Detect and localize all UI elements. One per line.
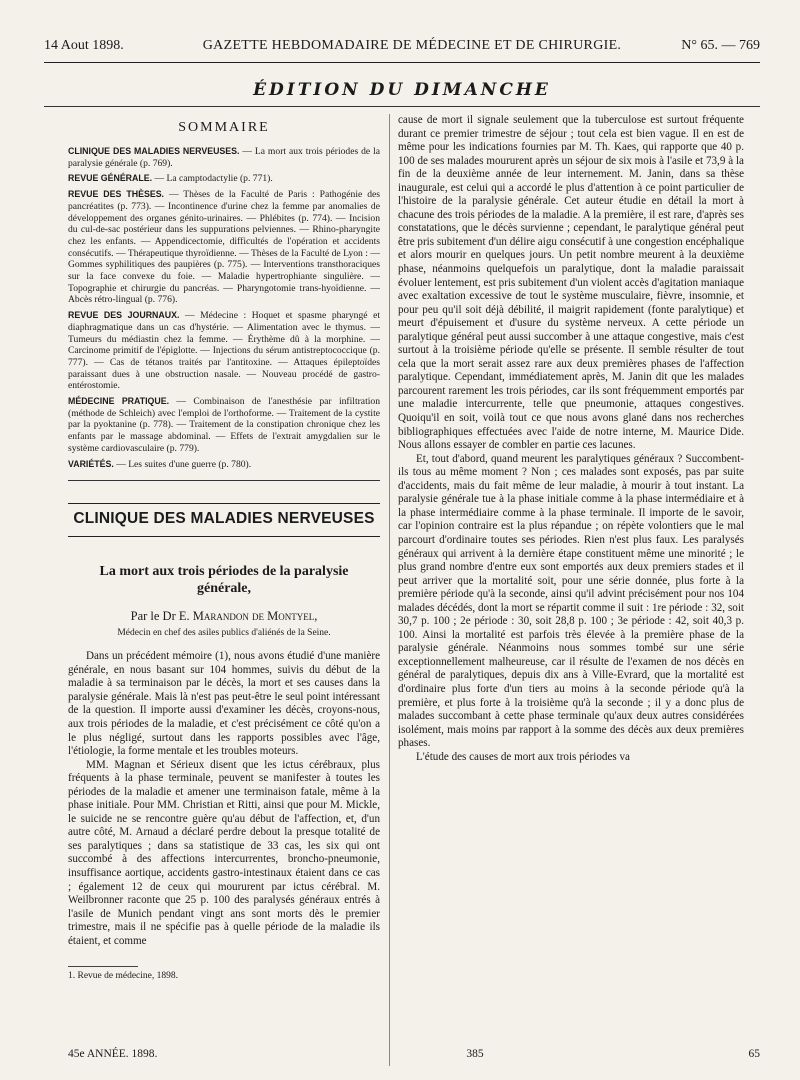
section-heading: CLINIQUE DES MALADIES NERVEUSES bbox=[68, 503, 380, 537]
footer-year: 45e ANNÉE. 1898. bbox=[68, 1048, 158, 1060]
issue-page-number: N° 65. — 769 bbox=[681, 38, 760, 53]
left-column bbox=[68, 114, 380, 981]
footnote: 1. Revue de médecine, 1898. bbox=[68, 971, 179, 982]
article-byline bbox=[68, 609, 380, 624]
right-column bbox=[398, 114, 744, 764]
running-header bbox=[44, 38, 760, 64]
sommaire-entry-label: REVUE DES THÈSES. bbox=[68, 189, 165, 200]
sommaire-entry-label: CLINIQUE DES MALADIES NERVEUSES. bbox=[68, 146, 240, 156]
journal-title: GAZETTE HEBDOMADAIRE DE MÉDECINE ET DE CHIRURGIE. bbox=[202, 38, 622, 53]
body-paragraph: Dans un précédent mémoire (1), nous avons étudié d'une manière générale, en nous basant sur 104 hommes, suivis du début de la maladie à sa terminaison par le décès, la mort et ses causes dans la paralysie générale. Mais là n'est pas peut-être le seul point intéressant de la question. Il importe aussi d'examiner les décès, croyons-nous, aux trois périodes de la maladie, et c'est précisément ce côté qu'on a le plus négligé, surtout dans les rapports possibles avec l'âge, l'étiologie, la forme mentale et les troubles moteurs. bbox=[68, 650, 380, 758]
byline-prefix: Par le Dr E. bbox=[130, 609, 193, 624]
sommaire-entry-label: REVUE GÉNÉRALE. bbox=[68, 173, 153, 184]
sommaire-list bbox=[68, 146, 380, 470]
sommaire-entry bbox=[68, 173, 380, 185]
sommaire-entry-label: VARIÉTÉS. bbox=[68, 458, 114, 469]
sommaire-entry bbox=[68, 310, 380, 392]
sommaire-entry bbox=[68, 396, 380, 455]
column-divider bbox=[389, 114, 390, 1066]
body-paragraph: cause de mort il signale seulement que la tuberculose est surtout fréquente durant ce premier trimestre de séjour ; tout cela est bien vague. Il en est de même pour les indications fournies par M. Th. Kaes, qui rapporte que 40 p. 100 de ses malades moururent après un séjour de six mois à l'asile et 73,9 à la fin de la deuxième année de leur internement. M. Janin, dans sa thèse inaugurale, est celui qui a accordé le plus d'attention à ce point particulier de l'histoire de la paralysie générale. Cet auteur étudie en détail la mort à chacune des trois périodes de la maladie. A la première, il est rare, d'après ses constatations, que le décès survienne ; cependant, le paralytique général peut être pris subitement d'un délire aigu consécutif à une congestion encéphalique et alors mourir en quelques jours. Un petit nombre meurent à la deuxième phase, néanmoins quelquefois un paralytique, dont la maladie paraissait évoluer lentement, est pris subitement d'un violent accès d'agitation maniaque avec exaltation excessive de tout le système musculaire, fièvre, insomnie, et pour peu qu'il soit déjà débilité, il maigrit rapidement (fonte paralytique) et meurt d'épuisement et d'usure du système nerveux. A cette période un paralytique général peut aussi succomber à une attaque congestive, mais c'est surtout à la troisième période qu'elle se présente. Il semble résulter de tout cela que la mort serait assez rare aux deux premières phases de l'affection paralytique. Cependant, immédiatement après, M. Janin dit que les malades parcourent rarement les trois périodes, car ils sont fréquemment emportés par une maladie intercurrente, telle que pneumonie, attaques congestives. Quoiqu'il en soit, voilà tout ce que nous avons glané dans nos recherches bibliographiques effectuées avec l'aide de notre interne, M. Maurice Dide. Nous allons essayer de combler en partie ces lacunes. bbox=[398, 114, 744, 452]
article-title: La mort aux trois périodes de la paralysie générale, bbox=[99, 564, 349, 597]
right-body-text bbox=[398, 114, 744, 764]
sommaire-entry-text: — Les suites d'une guerre (p. 780). bbox=[113, 458, 252, 470]
left-body-text bbox=[68, 650, 380, 948]
sommaire-entry-label: MÉDECINE PRATIQUE. bbox=[68, 396, 170, 407]
edition-rule bbox=[44, 106, 760, 107]
body-paragraph: Et, tout d'abord, quand meurent les paralytiques généraux ? Succombent-ils tous au même moment ? Non ; ces malades sont exposés, pas par suite d'accidents, mais du fait même de leur maladie, à mourir à tout instant. La paralysie générale tue à la phase initiale comme à la phase intermédiaire et à la phase intermédiaire comme à la phase terminale. Il importe de le savoir, car l'opinion contraire est la plus répandue ; on répète volontiers que le mal parcourt d'ordinaire toutes ses périodes. Rien n'est plus faux. Les paralysés généraux qui arrivent à la dernière étape constituent même une minorité ; le plus grand nombre d'entre eux sont emportés aux deux premiers stades et il peut arriver que la mortalité soit, pour une série donnée, plus forte à la première période qu'à la seconde, ainsi qu'il advint précisément pour nos 104 malades décédés, dont la mort se répartit comme il suit : 1re période : 32, soit 30,7 p. 100 ; 2e période : 30, soit 28,8 p. 100 ; 3e période : 42, soit 40,3 p. 100. Ainsi la mortalité est parfois très élevée à la première phase de la paralysie générale. Néanmoins nous sommes tombé sur une série exceptionnellement malheureuse, car il résulte de l'examen de nos décès en général de paralytiques, depuis dix ans à Ville-Evrard, que la mortalité est d'ordinaire plus forte d'un tiers au moins à la seconde période qu'à la première, et plus forte à la troisième qu'à la seconde ; il y a donc plus de malades succombant à cette phase terminale qu'aux deux autres considérées isolément, mais moins par rapport à la somme des décès aux deux premières phases. bbox=[398, 452, 744, 750]
sommaire-entry-text: — La camptodactylie (p. 771). bbox=[152, 173, 273, 185]
body-paragraph: L'étude des causes de mort aux trois périodes va bbox=[416, 750, 630, 763]
sommaire-title: SOMMAIRE bbox=[178, 120, 270, 135]
author-role: Médecin en chef des asiles publics d'aliénés de la Seine. bbox=[117, 628, 331, 639]
sommaire-entry-label: REVUE DES JOURNAUX. bbox=[68, 310, 180, 321]
sommaire-entry-text: — Combinaison de l'anesthésie par infiltration (méthode de Schleich) avec l'emploi de l'orthoforme. — Traitement de la cystite par la pyoktanine (p. 778). — Traitement de la constipation chronique chez les enfants par le massage abdominal. — Effets de l'extrait amygdalien sur le système cardiovasculaire (p. 779). bbox=[68, 396, 380, 454]
edition-title: ÉDITION DU DIMANCHE bbox=[253, 80, 551, 100]
sommaire-entry bbox=[68, 146, 380, 169]
header-date: 14 Aout 1898. bbox=[44, 38, 124, 53]
header-rule bbox=[44, 62, 760, 63]
sommaire-entry bbox=[68, 459, 380, 471]
author-name: Marandon de Montyel, bbox=[192, 609, 318, 624]
footer-page-counter: 385 bbox=[466, 1048, 484, 1060]
sommaire-entry-text: — La mort aux trois périodes de la paralysie générale (p. 769). bbox=[68, 146, 380, 169]
page-footer bbox=[68, 1048, 760, 1060]
body-paragraph: MM. Magnan et Sérieux disent que les ictus cérébraux, plus fréquents à la phase terminale, peuvent se manifester à toutes les périodes de la maladie et amener une terminaison fatale, même à la phase initiale. Pour MM. Christian et Ritti, ainsi que pour M. Mickle, le suicide ne se rencontre guère qu'au début de l'affection, et, d'un autre côté, M. Arnaud a déclaré perdre debout la presque totalité de ses paralytiques ; dans sa statistique de 33 cas, les six qui ont succombé à des affections intercurrentes, broncho-pneumonie, insuffisance aortique, accidents gastro-intestinaux étaient dans ce cas ; également 12 de ceux qui moururent par ictus cérébral. M. Weilbronner raconte que 25 p. 100 des paralysés généraux entrés à l'asile de Munich pendant vingt ans sont morts dès le premier trimestre, mais il ne spécifie pas à quelle période de la maladie ils étaient, et comme bbox=[68, 758, 380, 947]
sommaire-entry-text: — Médecine : Hoquet et spasme pharyngé et diaphragmatique dans un cas d'hystérie. — Alimentation avec le thymus. — Tumeurs du médiastin chez la femme. — Érythème dû à la morphine. — Carcinome primitif de l'épiglotte. — Injections du sérum antistreptococcique (p. 777). — Cas de tétanos traités par l'antitoxine. — Attaques épileptoïdes paraissant dues à une obstruction nasale. — Nouveau procédé de gastro-entérostomie. bbox=[68, 310, 380, 392]
footnote-rule bbox=[68, 966, 138, 967]
sommaire-entry-text: — Thèses de la Faculté de Paris : Pathogénie des pancréatites (p. 773). — Incontinence d'urine chez la femme par anomalies de développement des organes génito-urinaires. — Phlébites (p. 774). — Incision du cul-de-sac postérieur dans les suppurations pelviennes. — Rhino-pharyngite chez les enfants. — Appendicectomie, difficultés de l'opération et accidents consécutifs. — Thérapeutique thyroïdienne. — Thèses de la Faculté de Lyon : — Gommes syphilitiques des paupières (p. 775). — Interventions transthoraciques sur la face convexe du foie. — Maladie hypertrophiante singulière. — Topographie et chirurgie du pancréas. — Pharyngotomie trans-hyoïdienne. — Abcès rétro-lingual (p. 776). bbox=[68, 189, 380, 306]
sommaire-end-rule bbox=[68, 480, 380, 481]
footer-page-number: 65 bbox=[748, 1048, 760, 1060]
sommaire-entry bbox=[68, 189, 380, 306]
